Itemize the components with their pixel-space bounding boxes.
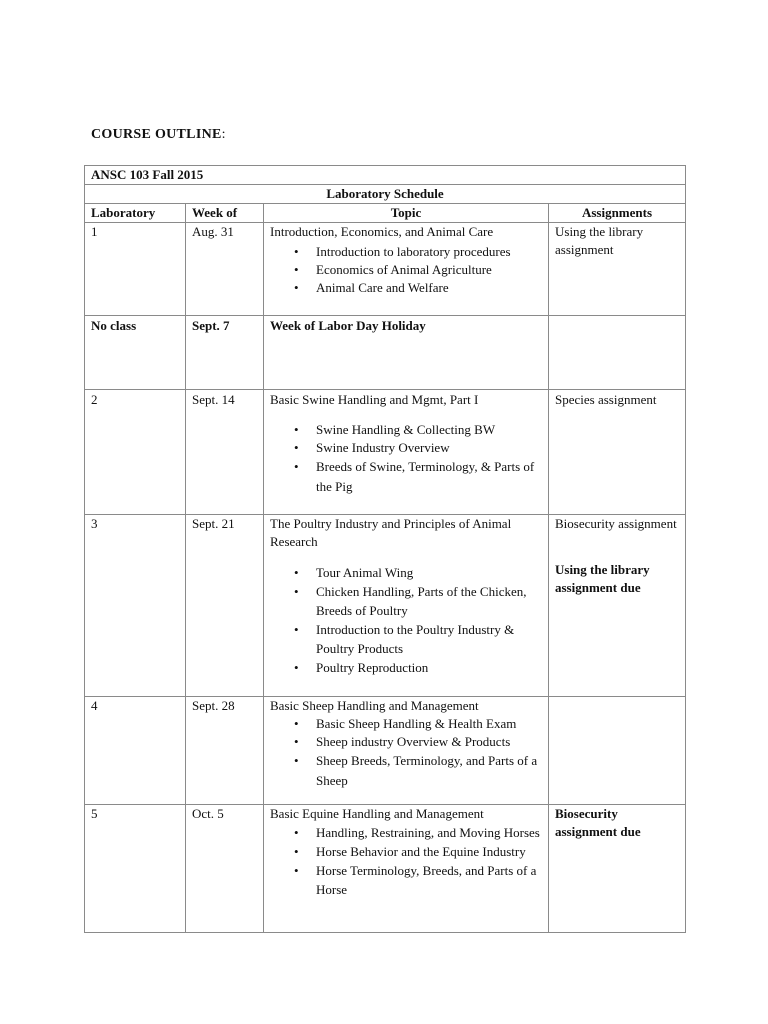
lab-number: 4	[85, 697, 186, 805]
topic-title: Basic Equine Handling and Management	[270, 806, 484, 821]
schedule-title: Laboratory Schedule	[85, 185, 686, 204]
col-header-laboratory: Laboratory	[85, 204, 186, 223]
list-item: • Horse Terminology, Breeds, and Parts of a Horse	[316, 861, 542, 899]
list-item: • Breeds of Swine, Terminology, & Parts of the Pig	[316, 457, 542, 497]
table-row	[85, 515, 686, 697]
course-title: ANSC 103 Fall 2015	[85, 166, 686, 185]
list-item: • Sheep industry Overview & Products	[316, 733, 542, 751]
topic-bullets	[270, 823, 542, 899]
table-row	[85, 390, 686, 515]
assignment: Biosecurity assignment	[555, 516, 677, 531]
table-row	[85, 805, 686, 933]
lab-number: 5	[85, 805, 186, 933]
topic-cell	[264, 390, 549, 515]
assignment	[549, 697, 686, 805]
page-heading	[91, 127, 226, 143]
header-row	[85, 204, 686, 223]
topic-bullets	[270, 421, 542, 497]
heading-label: COURSE OUTLINE	[91, 127, 222, 142]
lab-schedule-table	[84, 165, 686, 933]
col-header-week: Week of	[186, 204, 264, 223]
table-row	[85, 316, 686, 390]
course-row	[85, 166, 686, 185]
lab-number: 3	[85, 515, 186, 697]
list-item: • Chicken Handling, Parts of the Chicken, Breeds of Poultry	[316, 582, 542, 620]
table-row	[85, 223, 686, 316]
list-item: • Horse Behavior and the Equine Industry	[316, 842, 542, 861]
topic-cell	[264, 515, 549, 697]
lab-number: 2	[85, 390, 186, 515]
list-item: • Basic Sheep Handling & Health Exam	[316, 715, 542, 733]
topic-bullets	[270, 563, 542, 677]
heading-suffix: :	[221, 127, 226, 142]
table-row	[85, 697, 686, 805]
week-of: Sept. 21	[186, 515, 264, 697]
list-item: • Swine Industry Overview	[316, 439, 542, 457]
week-of: Oct. 5	[186, 805, 264, 933]
assignment-due: Using the library assignment due	[555, 562, 650, 595]
topic-bullets	[270, 715, 542, 791]
week-of: Sept. 7	[186, 316, 264, 390]
assignment: Species assignment	[549, 390, 686, 515]
list-item: • Economics of Animal Agriculture	[316, 261, 542, 279]
col-header-topic: Topic	[264, 204, 549, 223]
topic-cell	[264, 697, 549, 805]
list-item: • Tour Animal Wing	[316, 563, 542, 582]
topic-title: Basic Sheep Handling and Management	[270, 698, 479, 713]
lab-number: No class	[85, 316, 186, 390]
topic-title: Introduction, Economics, and Animal Care	[270, 224, 494, 239]
topic-bullets	[270, 243, 542, 297]
assignment-cell	[549, 515, 686, 697]
week-of: Aug. 31	[186, 223, 264, 316]
topic-cell	[264, 805, 549, 933]
topic-title: The Poultry Industry and Principles of Animal Research	[270, 516, 512, 549]
week-of: Sept. 28	[186, 697, 264, 805]
list-item: • Sheep Breeds, Terminology, and Parts of a Sheep	[316, 751, 542, 791]
lab-number: 1	[85, 223, 186, 316]
list-item: • Swine Handling & Collecting BW	[316, 421, 542, 439]
topic-title: Basic Swine Handling and Mgmt, Part I	[270, 392, 479, 407]
topic-title: Week of Labor Day Holiday	[264, 316, 549, 390]
assignment	[549, 316, 686, 390]
list-item: • Animal Care and Welfare	[316, 279, 542, 297]
list-item: • Introduction to laboratory procedures	[316, 243, 542, 261]
assignment-due: Biosecurity assignment due	[549, 805, 686, 933]
list-item: • Introduction to the Poultry Industry & Poultry Products	[316, 620, 542, 658]
topic-cell	[264, 223, 549, 316]
list-item: • Poultry Reproduction	[316, 658, 542, 677]
week-of: Sept. 14	[186, 390, 264, 515]
col-header-assignments: Assignments	[549, 204, 686, 223]
list-item: • Handling, Restraining, and Moving Horses	[316, 823, 542, 842]
schedule-title-row	[85, 185, 686, 204]
assignment: Using the library assignment	[549, 223, 686, 316]
